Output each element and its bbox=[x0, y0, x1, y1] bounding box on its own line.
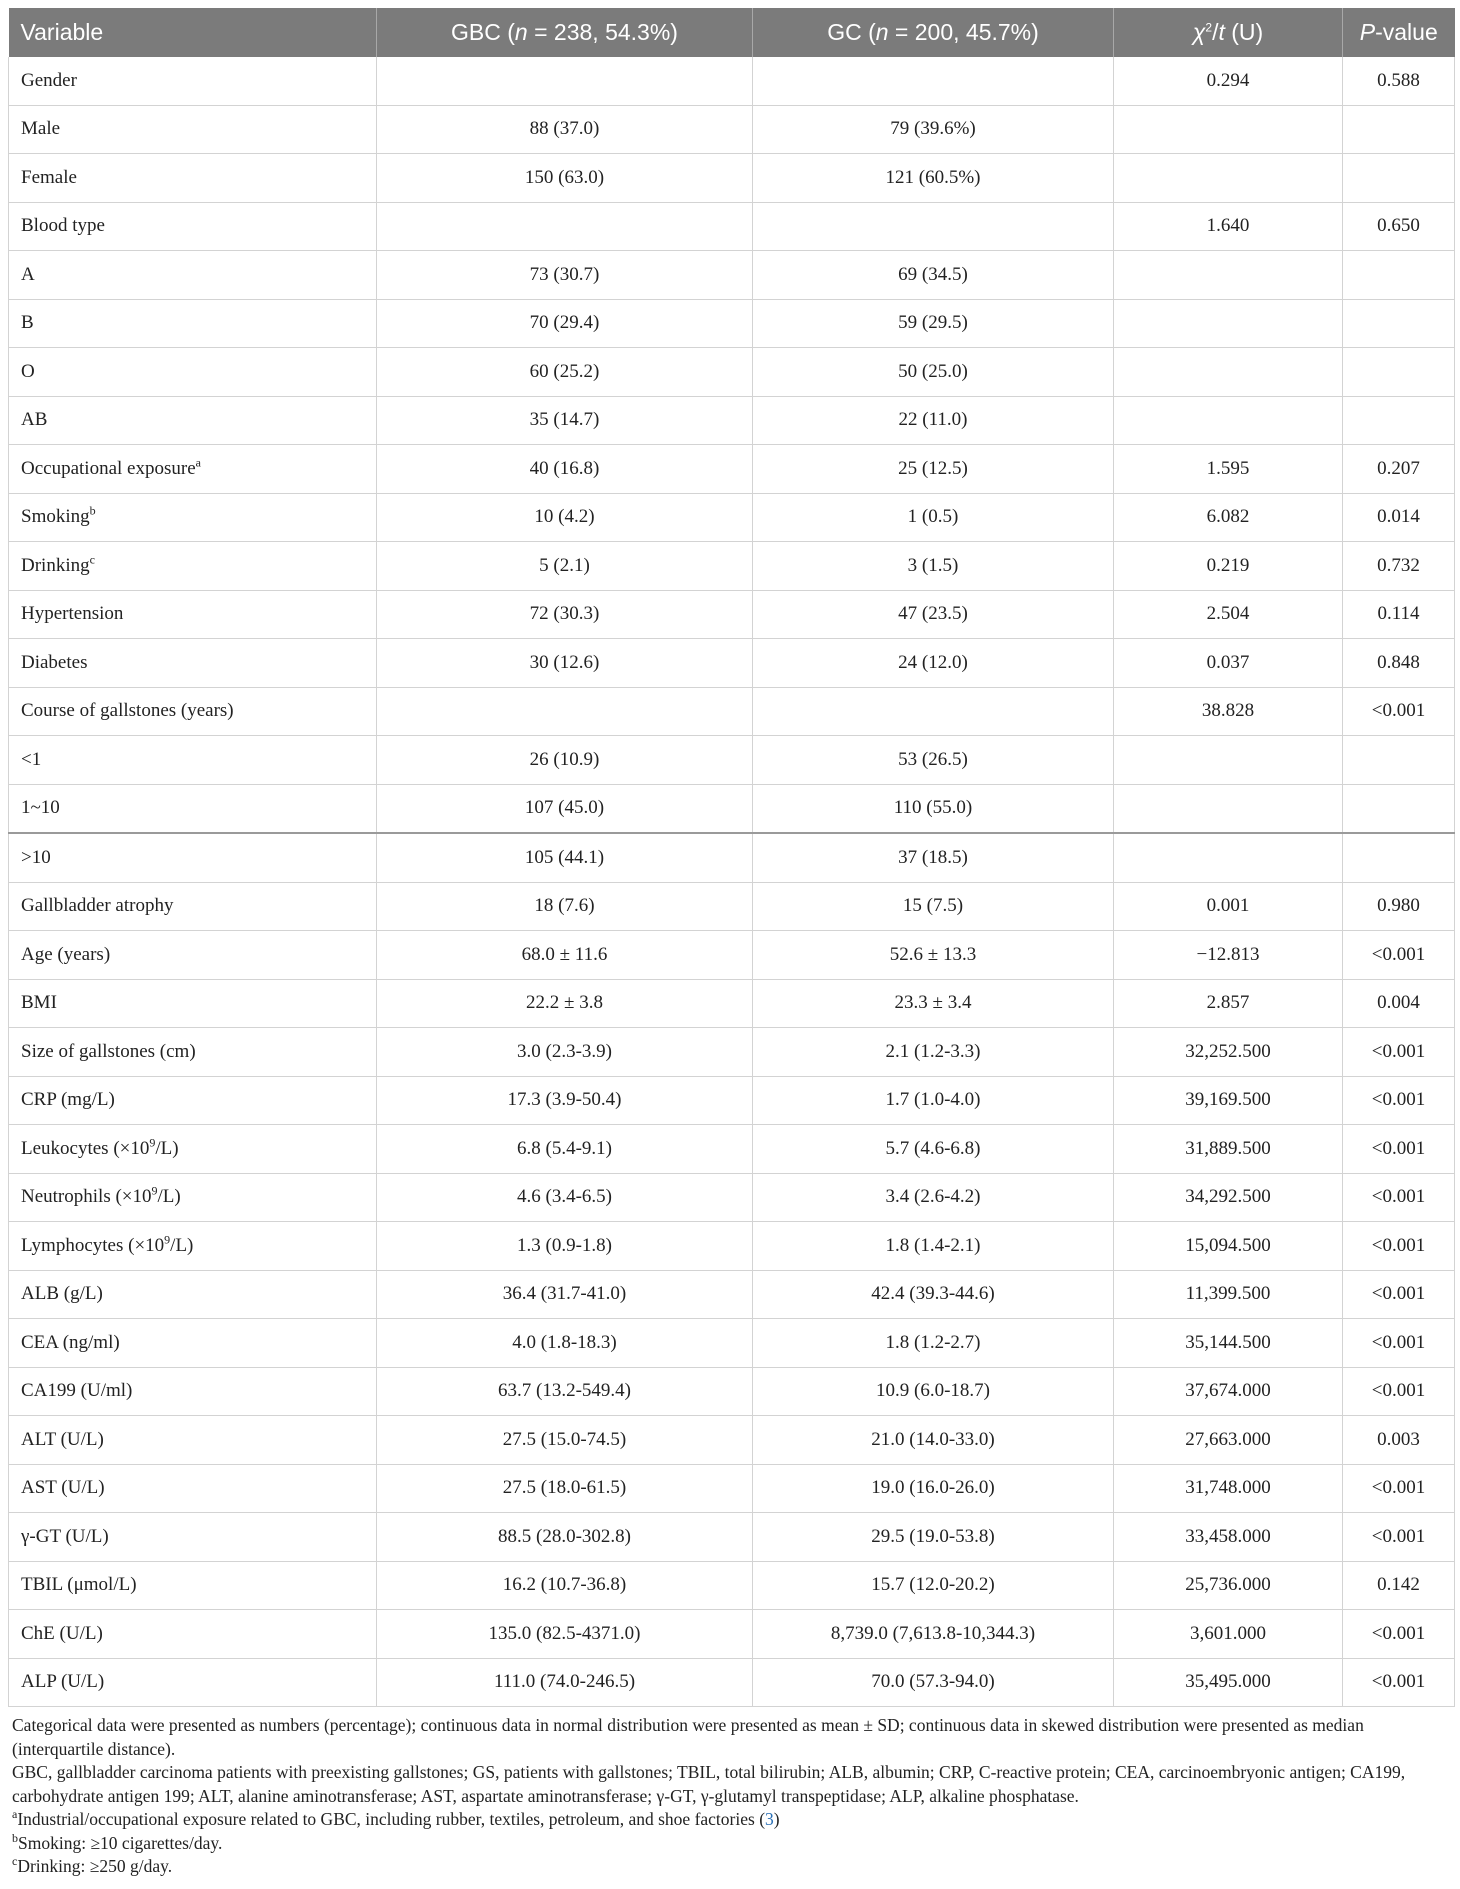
cell-statistic bbox=[1114, 348, 1343, 397]
cell-statistic: 31,748.000 bbox=[1114, 1464, 1343, 1513]
cell-p-value bbox=[1343, 348, 1455, 397]
cell-statistic: 34,292.500 bbox=[1114, 1173, 1343, 1222]
cell-statistic bbox=[1114, 154, 1343, 203]
cell-gbc: 27.5 (18.0-61.5) bbox=[377, 1464, 753, 1513]
cell-variable: ALP (U/L) bbox=[9, 1658, 377, 1707]
cell-gc: 37 (18.5) bbox=[753, 833, 1114, 882]
cell-variable: ALB (g/L) bbox=[9, 1270, 377, 1319]
table-row bbox=[9, 1319, 1455, 1368]
cell-gbc: 36.4 (31.7-41.0) bbox=[377, 1270, 753, 1319]
cell-gc bbox=[753, 687, 1114, 736]
cell-p-value: <0.001 bbox=[1343, 1319, 1455, 1368]
cell-variable: Neutrophils $(\times 10^9/L)$ bbox=[9, 1173, 377, 1222]
cell-gbc: 73 (30.7) bbox=[377, 251, 753, 300]
cell-variable: Age (years) bbox=[9, 931, 377, 980]
cell-gbc bbox=[377, 687, 753, 736]
cell-gc bbox=[753, 57, 1114, 105]
table-container bbox=[8, 8, 1454, 1879]
cell-gbc: 68.0 ± 11.6 bbox=[377, 931, 753, 980]
cell-gc: 3.4 (2.6-4.2) bbox=[753, 1173, 1114, 1222]
table-row bbox=[9, 639, 1455, 688]
table-row bbox=[9, 1367, 1455, 1416]
table-row bbox=[9, 1561, 1455, 1610]
cell-variable: Blood type bbox=[9, 202, 377, 251]
cell-p-value: 0.650 bbox=[1343, 202, 1455, 251]
table-row bbox=[9, 979, 1455, 1028]
cell-variable: Female bbox=[9, 154, 377, 203]
cell-p-value bbox=[1343, 105, 1455, 154]
cell-statistic: 2.857 bbox=[1114, 979, 1343, 1028]
cell-gbc: 60 (25.2) bbox=[377, 348, 753, 397]
table-row bbox=[9, 1125, 1455, 1174]
cell-variable: O bbox=[9, 348, 377, 397]
table-row bbox=[9, 202, 1455, 251]
cell-variable: CEA (ng/ml) bbox=[9, 1319, 377, 1368]
cell-variable: AB bbox=[9, 396, 377, 445]
cell-statistic bbox=[1114, 833, 1343, 882]
cell-gbc: 5 (2.1) bbox=[377, 542, 753, 591]
table-row bbox=[9, 1222, 1455, 1271]
cell-p-value: <0.001 bbox=[1343, 1513, 1455, 1562]
footnote-abbreviations: GBC, gallbladder carcinoma patients with preexisting gallstones; GS, patients with gallstones; TBIL, total bilirubin; ALB, albumin; CRP, C-reactive protein; CEA, carcinoembryonic antigen; CA199, carbohydrate antigen 199; ALT, alanine aminotransferase; AST, aspartate aminotransferase; γ-GT, γ-glutamyl transpeptidase; ALP, alkaline phosphatase. bbox=[12, 1762, 1406, 1806]
table-row bbox=[9, 493, 1455, 542]
cell-p-value: 0.004 bbox=[1343, 979, 1455, 1028]
table-row bbox=[9, 882, 1455, 931]
table-row bbox=[9, 1610, 1455, 1659]
cell-gbc: 16.2 (10.7-36.8) bbox=[377, 1561, 753, 1610]
cell-p-value: <0.001 bbox=[1343, 1658, 1455, 1707]
cell-variable: CRP (mg/L) bbox=[9, 1076, 377, 1125]
table-row bbox=[9, 299, 1455, 348]
cell-gc: 5.7 (4.6-6.8) bbox=[753, 1125, 1114, 1174]
header-gbc: GBC (n = 238, 54.3%) bbox=[377, 8, 753, 57]
table-row bbox=[9, 1658, 1455, 1707]
cell-statistic: 32,252.500 bbox=[1114, 1028, 1343, 1077]
cell-statistic: −12.813 bbox=[1114, 931, 1343, 980]
cell-variable: >10 bbox=[9, 833, 377, 882]
cell-gc: 21.0 (14.0-33.0) bbox=[753, 1416, 1114, 1465]
cell-variable: Leukocytes $(\times 10^9/L)$ bbox=[9, 1125, 377, 1174]
cell-statistic: 15,094.500 bbox=[1114, 1222, 1343, 1271]
cell-gbc: 17.3 (3.9-50.4) bbox=[377, 1076, 753, 1125]
cell-statistic: 39,169.500 bbox=[1114, 1076, 1343, 1125]
table-footnotes bbox=[8, 1714, 1454, 1879]
cell-gbc: 135.0 (82.5-4371.0) bbox=[377, 1610, 753, 1659]
cell-statistic: 0.294 bbox=[1114, 57, 1343, 105]
cell-gc: 22 (11.0) bbox=[753, 396, 1114, 445]
table-row bbox=[9, 1513, 1455, 1562]
cell-variable: 1~10 bbox=[9, 784, 377, 833]
cell-statistic: 38.828 bbox=[1114, 687, 1343, 736]
cell-variable: TBIL (μmol/L) bbox=[9, 1561, 377, 1610]
cell-variable: Size of gallstones (cm) bbox=[9, 1028, 377, 1077]
table-row bbox=[9, 445, 1455, 494]
cell-p-value: <0.001 bbox=[1343, 1464, 1455, 1513]
cell-statistic: 0.037 bbox=[1114, 639, 1343, 688]
cell-p-value: 0.142 bbox=[1343, 1561, 1455, 1610]
cell-variable: ChE (U/L) bbox=[9, 1610, 377, 1659]
cell-gbc: 27.5 (15.0-74.5) bbox=[377, 1416, 753, 1465]
cell-variable: AST (U/L) bbox=[9, 1464, 377, 1513]
cell-gc bbox=[753, 202, 1114, 251]
cell-variable: A bbox=[9, 251, 377, 300]
cell-gc: 15.7 (12.0-20.2) bbox=[753, 1561, 1114, 1610]
cell-gbc: 6.8 (5.4-9.1) bbox=[377, 1125, 753, 1174]
cell-gc: 1.8 (1.4-2.1) bbox=[753, 1222, 1114, 1271]
cell-p-value: <0.001 bbox=[1343, 1367, 1455, 1416]
cell-p-value: <0.001 bbox=[1343, 1076, 1455, 1125]
table-row bbox=[9, 1028, 1455, 1077]
cell-p-value bbox=[1343, 154, 1455, 203]
table-row bbox=[9, 1076, 1455, 1125]
cell-variable: Gallbladder atrophy bbox=[9, 882, 377, 931]
cell-gbc: 88 (37.0) bbox=[377, 105, 753, 154]
cell-statistic: 0.001 bbox=[1114, 882, 1343, 931]
cell-p-value: 0.980 bbox=[1343, 882, 1455, 931]
cell-variable: <1 bbox=[9, 736, 377, 785]
cell-gc: 3 (1.5) bbox=[753, 542, 1114, 591]
cell-statistic: 31,889.500 bbox=[1114, 1125, 1343, 1174]
table-row bbox=[9, 784, 1455, 833]
cell-p-value: <0.001 bbox=[1343, 687, 1455, 736]
cell-p-value bbox=[1343, 784, 1455, 833]
cell-statistic: 1.640 bbox=[1114, 202, 1343, 251]
table-row bbox=[9, 1416, 1455, 1465]
cell-p-value: 0.207 bbox=[1343, 445, 1455, 494]
cell-statistic: 3,601.000 bbox=[1114, 1610, 1343, 1659]
cell-gbc: 26 (10.9) bbox=[377, 736, 753, 785]
table-body bbox=[9, 57, 1455, 1707]
table-row bbox=[9, 348, 1455, 397]
cell-gbc bbox=[377, 57, 753, 105]
cell-variable: B bbox=[9, 299, 377, 348]
table-row bbox=[9, 1173, 1455, 1222]
cell-gc: 121 (60.5%) bbox=[753, 154, 1114, 203]
cell-gc: 42.4 (39.3-44.6) bbox=[753, 1270, 1114, 1319]
cell-variable: ALT (U/L) bbox=[9, 1416, 377, 1465]
cell-p-value: <0.001 bbox=[1343, 1028, 1455, 1077]
cell-p-value: <0.001 bbox=[1343, 1610, 1455, 1659]
cell-p-value bbox=[1343, 736, 1455, 785]
table-row bbox=[9, 57, 1455, 105]
table-row bbox=[9, 251, 1455, 300]
table-row bbox=[9, 1464, 1455, 1513]
cell-gc: 25 (12.5) bbox=[753, 445, 1114, 494]
header-gc: GC (n = 200, 45.7%) bbox=[753, 8, 1114, 57]
table-row bbox=[9, 687, 1455, 736]
cell-p-value: <0.001 bbox=[1343, 931, 1455, 980]
cell-variable: Smoking$^b$ bbox=[9, 493, 377, 542]
data-table bbox=[8, 8, 1455, 1707]
cell-variable: Male bbox=[9, 105, 377, 154]
cell-statistic: 6.082 bbox=[1114, 493, 1343, 542]
table-row bbox=[9, 105, 1455, 154]
cell-gc: 29.5 (19.0-53.8) bbox=[753, 1513, 1114, 1562]
cell-gc: 2.1 (1.2-3.3) bbox=[753, 1028, 1114, 1077]
cell-gc: 47 (23.5) bbox=[753, 590, 1114, 639]
table-row bbox=[9, 154, 1455, 203]
header-variable: Variable bbox=[9, 8, 377, 57]
cell-statistic bbox=[1114, 396, 1343, 445]
cell-gbc: 18 (7.6) bbox=[377, 882, 753, 931]
table-row bbox=[9, 931, 1455, 980]
cell-variable: Diabetes bbox=[9, 639, 377, 688]
cell-gc: 52.6 ± 13.3 bbox=[753, 931, 1114, 980]
cell-p-value bbox=[1343, 833, 1455, 882]
table-row bbox=[9, 590, 1455, 639]
cell-gc: 1.8 (1.2-2.7) bbox=[753, 1319, 1114, 1368]
cell-gbc: 111.0 (74.0-246.5) bbox=[377, 1658, 753, 1707]
header-p-value: P-value bbox=[1343, 8, 1455, 57]
cell-statistic bbox=[1114, 736, 1343, 785]
cell-p-value: 0.114 bbox=[1343, 590, 1455, 639]
table-row bbox=[9, 736, 1455, 785]
cell-statistic: 2.504 bbox=[1114, 590, 1343, 639]
cell-p-value: <0.001 bbox=[1343, 1270, 1455, 1319]
cell-p-value: <0.001 bbox=[1343, 1125, 1455, 1174]
cell-gc: 79 (39.6%) bbox=[753, 105, 1114, 154]
cell-gbc: 72 (30.3) bbox=[377, 590, 753, 639]
cell-gc: 15 (7.5) bbox=[753, 882, 1114, 931]
cell-gc: 50 (25.0) bbox=[753, 348, 1114, 397]
cell-statistic: 25,736.000 bbox=[1114, 1561, 1343, 1610]
cell-p-value: 0.732 bbox=[1343, 542, 1455, 591]
cell-gbc bbox=[377, 202, 753, 251]
cell-statistic bbox=[1114, 784, 1343, 833]
cell-gbc: 4.6 (3.4-6.5) bbox=[377, 1173, 753, 1222]
cell-p-value: <0.001 bbox=[1343, 1173, 1455, 1222]
cell-variable: Course of gallstones (years) bbox=[9, 687, 377, 736]
cell-gbc: 10 (4.2) bbox=[377, 493, 753, 542]
cell-p-value: <0.001 bbox=[1343, 1222, 1455, 1271]
cell-statistic: 35,144.500 bbox=[1114, 1319, 1343, 1368]
table-row bbox=[9, 396, 1455, 445]
cell-statistic bbox=[1114, 299, 1343, 348]
cell-statistic: 0.219 bbox=[1114, 542, 1343, 591]
footnote-a: $^a$Industrial/occupational exposure related to GBC, including rubber, textiles, petroleum, and shoe factories (3) bbox=[12, 1807, 780, 1829]
cell-p-value: 0.003 bbox=[1343, 1416, 1455, 1465]
cell-gbc: 70 (29.4) bbox=[377, 299, 753, 348]
cell-gc: 59 (29.5) bbox=[753, 299, 1114, 348]
cell-p-value: 0.848 bbox=[1343, 639, 1455, 688]
cell-variable: CA199 (U/ml) bbox=[9, 1367, 377, 1416]
cell-gbc: 3.0 (2.3-3.9) bbox=[377, 1028, 753, 1077]
cell-gc: 1.7 (1.0-4.0) bbox=[753, 1076, 1114, 1125]
cell-gbc: 1.3 (0.9-1.8) bbox=[377, 1222, 753, 1271]
cell-p-value: 0.014 bbox=[1343, 493, 1455, 542]
cell-gbc: 35 (14.7) bbox=[377, 396, 753, 445]
cell-gbc: 88.5 (28.0-302.8) bbox=[377, 1513, 753, 1562]
cell-gc: 23.3 ± 3.4 bbox=[753, 979, 1114, 1028]
cell-statistic: 37,674.000 bbox=[1114, 1367, 1343, 1416]
cell-p-value bbox=[1343, 299, 1455, 348]
cell-variable: Hypertension bbox=[9, 590, 377, 639]
cell-gc: 53 (26.5) bbox=[753, 736, 1114, 785]
cell-gbc: 107 (45.0) bbox=[377, 784, 753, 833]
cell-statistic bbox=[1114, 105, 1343, 154]
cell-gbc: 30 (12.6) bbox=[377, 639, 753, 688]
header-statistic: $\chi^2/t$ (U) bbox=[1114, 8, 1343, 57]
cell-variable: γ-GT (U/L) bbox=[9, 1513, 377, 1562]
cell-statistic: 1.595 bbox=[1114, 445, 1343, 494]
footnote-b: $^b$Smoking: ≥10 cigarettes/day. bbox=[12, 1830, 223, 1853]
cell-gc: 24 (12.0) bbox=[753, 639, 1114, 688]
footnote-general: Categorical data were presented as numbers (percentage); continuous data in normal distribution were presented as mean ± SD; continuous data in skewed distribution were presented as median (interquartile distance). bbox=[12, 1715, 1364, 1759]
table-row bbox=[9, 1270, 1455, 1319]
cell-gbc: 22.2 ± 3.8 bbox=[377, 979, 753, 1028]
footnote-c: $^c$Drinking: ≥250 g/day. bbox=[12, 1854, 173, 1876]
cell-gc: 19.0 (16.0-26.0) bbox=[753, 1464, 1114, 1513]
table-row bbox=[9, 833, 1455, 882]
cell-gc: 110 (55.0) bbox=[753, 784, 1114, 833]
cell-variable: Occupational exposure$^a$ bbox=[9, 445, 377, 494]
cell-gbc: 63.7 (13.2-549.4) bbox=[377, 1367, 753, 1416]
cell-gbc: 40 (16.8) bbox=[377, 445, 753, 494]
cell-statistic: 27,663.000 bbox=[1114, 1416, 1343, 1465]
cell-variable: BMI bbox=[9, 979, 377, 1028]
cell-p-value bbox=[1343, 251, 1455, 300]
cell-variable: Lymphocytes $(\times 10^9/L)$ bbox=[9, 1222, 377, 1271]
cell-gc: 10.9 (6.0-18.7) bbox=[753, 1367, 1114, 1416]
cell-p-value: 0.588 bbox=[1343, 57, 1455, 105]
cell-gc: 69 (34.5) bbox=[753, 251, 1114, 300]
cell-p-value bbox=[1343, 396, 1455, 445]
cell-gc: 8,739.0 (7,613.8-10,344.3) bbox=[753, 1610, 1114, 1659]
cell-variable: Drinking$^c$ bbox=[9, 542, 377, 591]
table-row bbox=[9, 542, 1455, 591]
cell-gc: 1 (0.5) bbox=[753, 493, 1114, 542]
cell-statistic: 35,495.000 bbox=[1114, 1658, 1343, 1707]
cell-gc: 70.0 (57.3-94.0) bbox=[753, 1658, 1114, 1707]
header-row bbox=[9, 8, 1455, 57]
cell-gbc: 150 (63.0) bbox=[377, 154, 753, 203]
cell-statistic: 33,458.000 bbox=[1114, 1513, 1343, 1562]
citation-link[interactable]: 3 bbox=[765, 1809, 774, 1829]
cell-statistic bbox=[1114, 251, 1343, 300]
cell-gbc: 4.0 (1.8-18.3) bbox=[377, 1319, 753, 1368]
cell-statistic: 11,399.500 bbox=[1114, 1270, 1343, 1319]
cell-gbc: 105 (44.1) bbox=[377, 833, 753, 882]
cell-variable: Gender bbox=[9, 57, 377, 105]
